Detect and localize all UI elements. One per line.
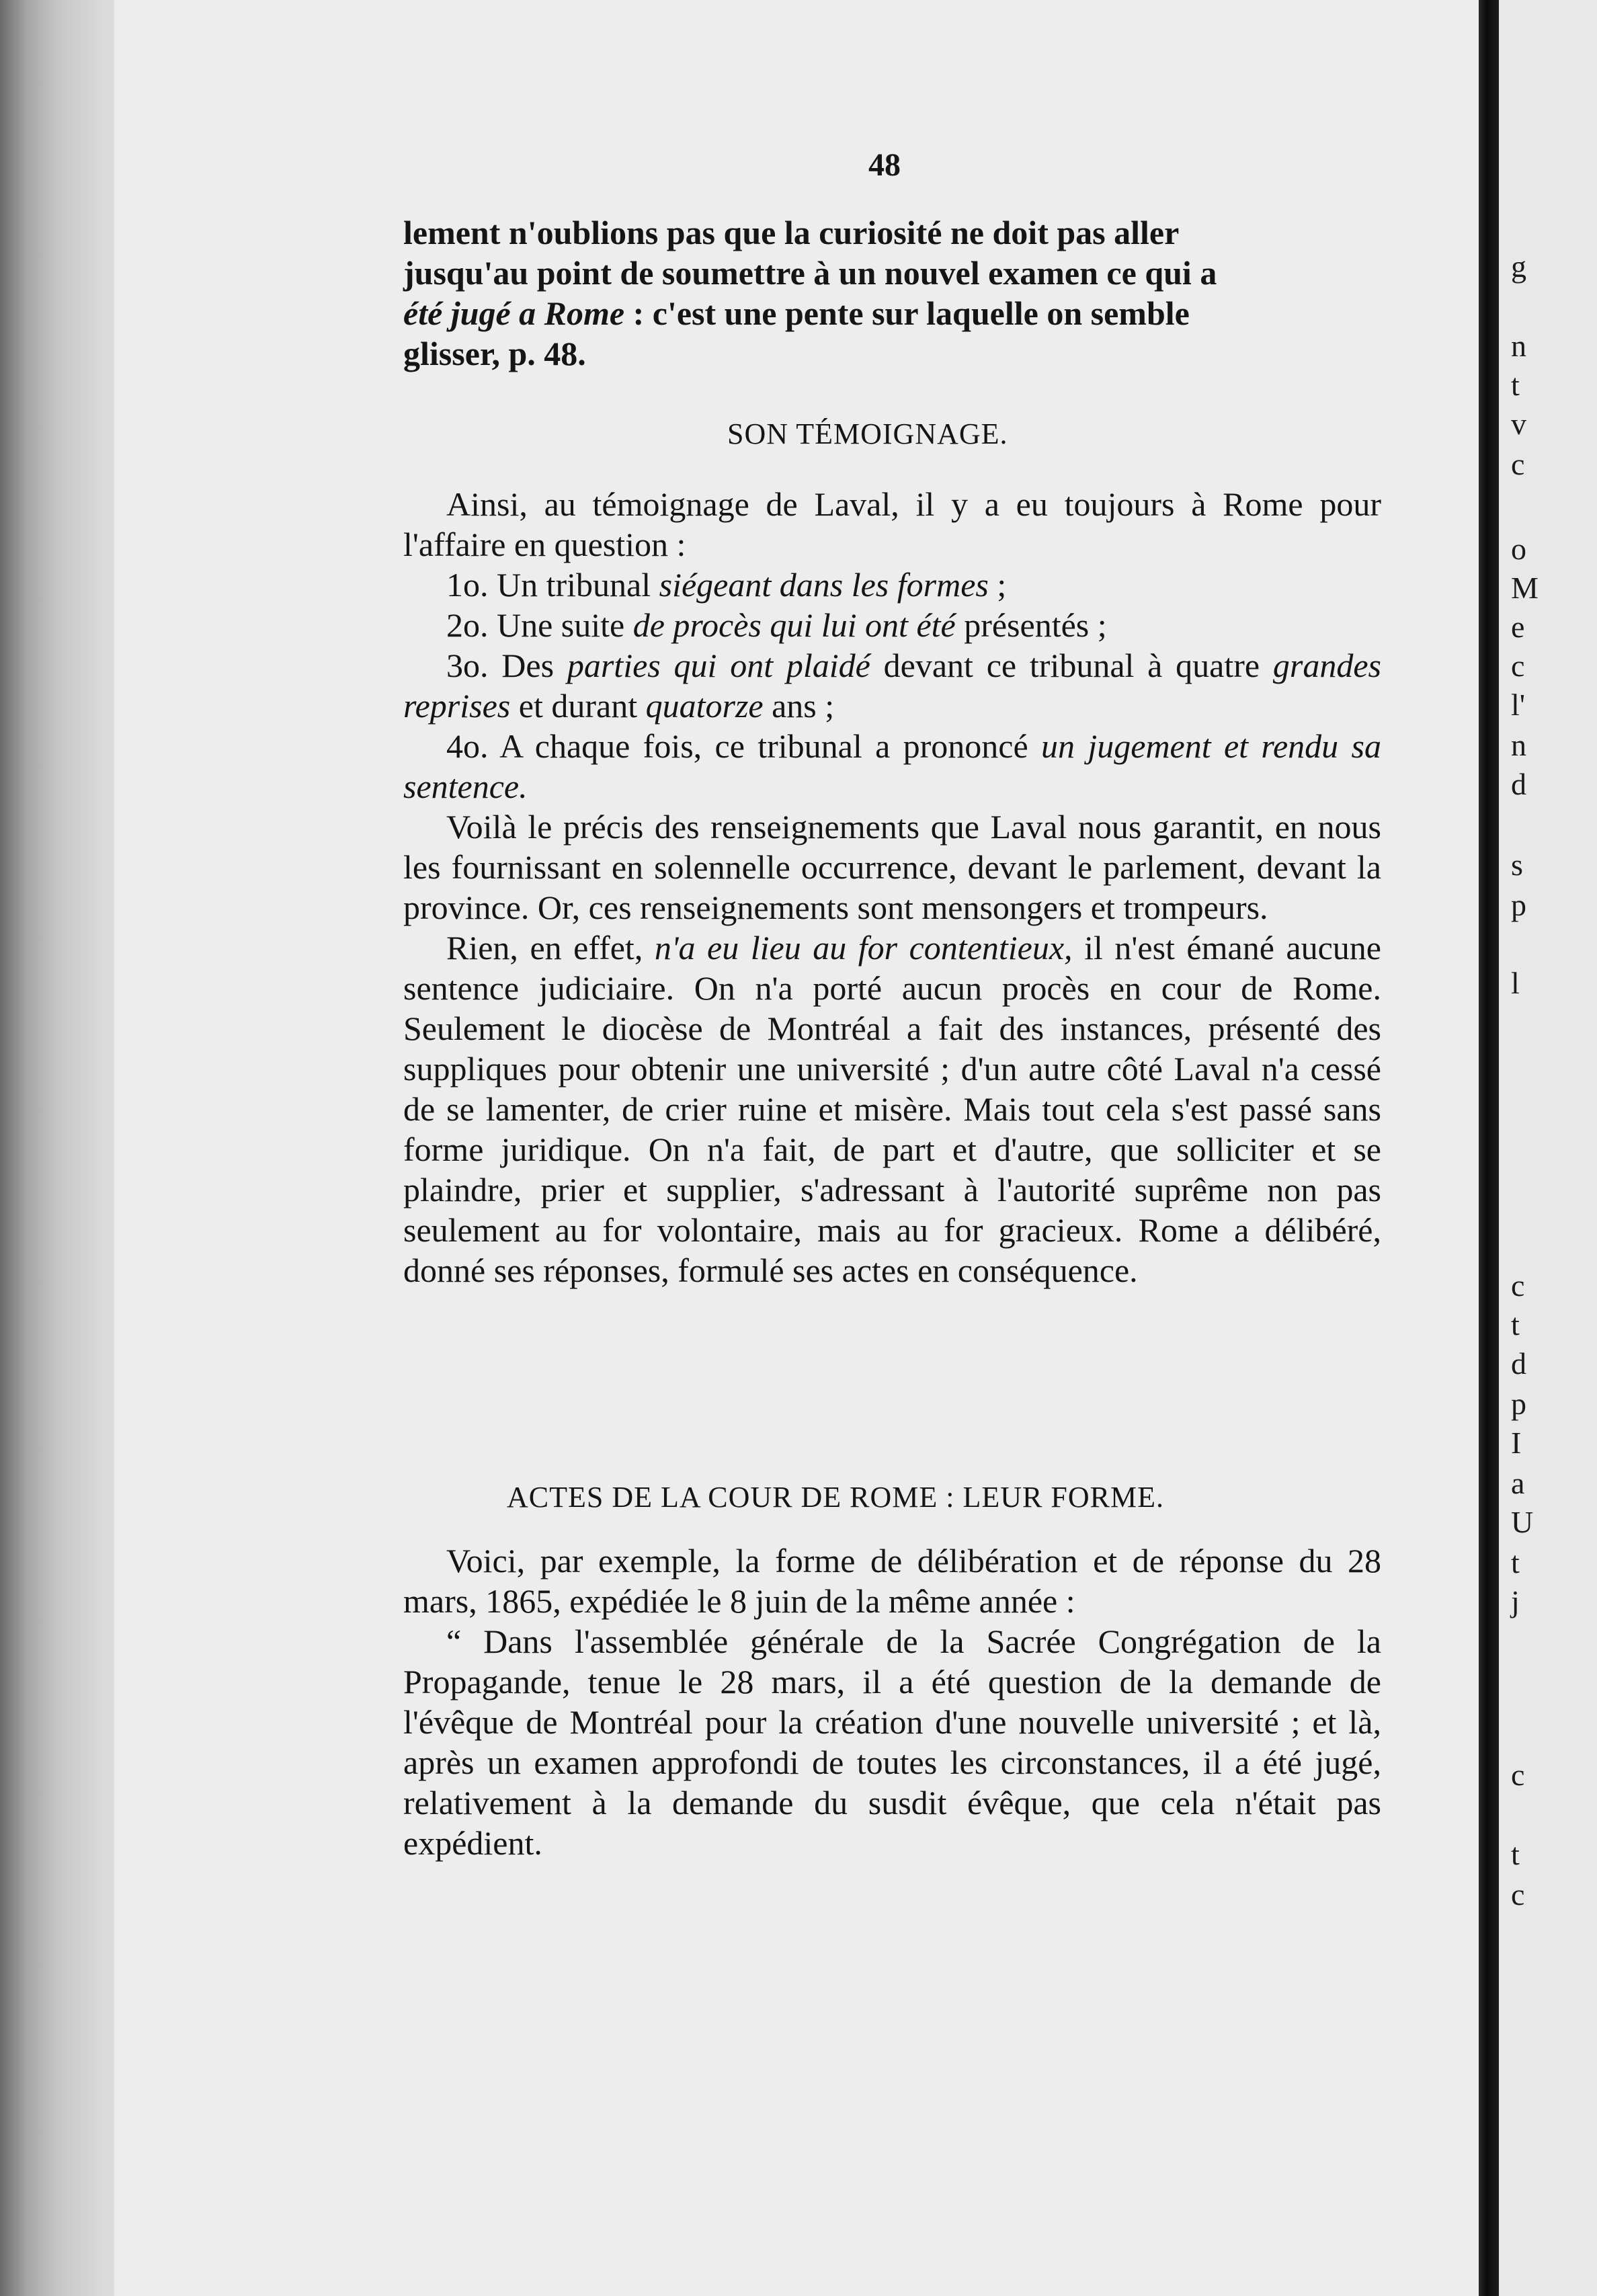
list-item: 1o. Un tribunal siégeant dans les formes ;	[446, 566, 1007, 604]
section-body	[403, 484, 1381, 1290]
quote-paragraph: “ Dans l'assemblée générale de la Sacrée Congrégation de la Propagande, tenue le 28 mars, il a été question de la demande de l'évêque de Montréal pour la création d'une nouvelle université ; et là, après un examen approfondi de toutes les circonstances, il a été jugé, relativement à la demande du susdit évêque, que cela n'était pas expédient.	[403, 1623, 1381, 1862]
section-heading: SON TÉMOIGNAGE.	[727, 417, 1008, 450]
intro-italic: été jugé a Rome	[403, 294, 625, 332]
section-body	[403, 1541, 1381, 1863]
intro-line: jusqu'au point de soumettre à un nouvel examen ce qui a	[403, 254, 1217, 292]
facing-page-fragment: a	[1511, 1466, 1525, 1500]
facing-page-fragment: v	[1511, 407, 1526, 441]
facing-page-fragment: t	[1511, 368, 1520, 402]
facing-page-fragment: o	[1511, 532, 1526, 566]
intro-line: lement n'oublions pas que la curiosité ne doit pas aller	[403, 214, 1180, 251]
facing-page-fragment: e	[1511, 610, 1525, 644]
intro-paragraph	[403, 212, 1381, 374]
facing-page-fragment: U	[1511, 1505, 1534, 1539]
page-fold	[1479, 0, 1499, 2296]
facing-page-fragment: t	[1511, 1545, 1520, 1580]
intro-line	[403, 293, 1381, 333]
list-item: 3o. Des parties qui ont plaidé devant ce tribunal à quatre grandes reprises et durant quatorze ans ;	[403, 647, 1381, 725]
facing-page-fragment: c	[1511, 447, 1525, 481]
paragraph: Ainsi, au témoignage de Laval, il y a eu toujours à Rome pour l'affaire en question :	[403, 485, 1381, 563]
intro-line: glisser, p. 48.	[403, 335, 586, 372]
paragraph: Voici, par exemple, la forme de délibération et de réponse du 28 mars, 1865, expédiée le 8 juin de la même année :	[403, 1542, 1381, 1620]
facing-page-fragment: t	[1511, 1837, 1520, 1871]
intro-text: : c'est une pente sur laquelle on semble	[624, 294, 1190, 332]
paragraph: Rien, en effet, n'a eu lieu au for contentieux, il n'est émané aucune sentence judiciaire. On n'a porté aucun procès en cour de Rome. Seulement le diocèse de Montréal a fait des instances, présenté des suppliques pour obtenir une université ; d'un autre côté Laval n'a cessé de se lamenter, de crier ruine et misère. Mais tout cela s'est passé sans forme juridique. On n'a fait, de part et d'autre, que solliciter et se plaindre, prier et supplier, s'adressant à l'autorité suprême non pas seulement au for volontaire, mais au for gracieux. Rome a délibéré, donné ses réponses, formulé ses actes en conséquence.	[403, 929, 1381, 1289]
facing-page-fragment: s	[1511, 848, 1523, 882]
list-item: 4o. A chaque fois, ce tribunal a prononcé un jugement et rendu sa sentence.	[403, 727, 1381, 805]
section-heading: ACTES DE LA COUR DE ROME : LEUR FORME.	[507, 1481, 1164, 1514]
facing-page-fragment: t	[1511, 1307, 1520, 1342]
facing-page-fragment: I	[1511, 1426, 1522, 1460]
facing-page-fragment: p	[1511, 888, 1526, 922]
facing-page-fragment: d	[1511, 767, 1526, 801]
facing-page-fragment: n	[1511, 728, 1526, 762]
paragraph: Voilà le précis des renseignements que Laval nous garantit, en nous les fournissant en solennelle occurrence, devant le parlement, devant la province. Or, ces renseignements sont mensongers et trompeurs.	[403, 808, 1381, 926]
facing-page-fragment: c	[1511, 649, 1525, 683]
facing-page-fragment: c	[1511, 1758, 1525, 1792]
facing-page-fragment: c	[1511, 1268, 1525, 1303]
facing-page-fragment: l'	[1511, 688, 1526, 722]
facing-page-fragment: c	[1511, 1877, 1525, 1912]
facing-page-fragment: j	[1511, 1584, 1520, 1618]
facing-page-fragment: d	[1511, 1346, 1526, 1381]
list-item: 2o. Une suite de procès qui lui ont été présentés ;	[446, 606, 1107, 644]
facing-page-edge	[1499, 0, 1597, 2296]
facing-page-fragment: g	[1511, 249, 1526, 284]
facing-page-fragment: l	[1511, 966, 1520, 1000]
page-number: 48	[868, 147, 901, 183]
facing-page-fragment: p	[1511, 1387, 1526, 1421]
facing-page-fragment: n	[1511, 329, 1526, 363]
facing-page-fragment: M	[1511, 571, 1539, 605]
